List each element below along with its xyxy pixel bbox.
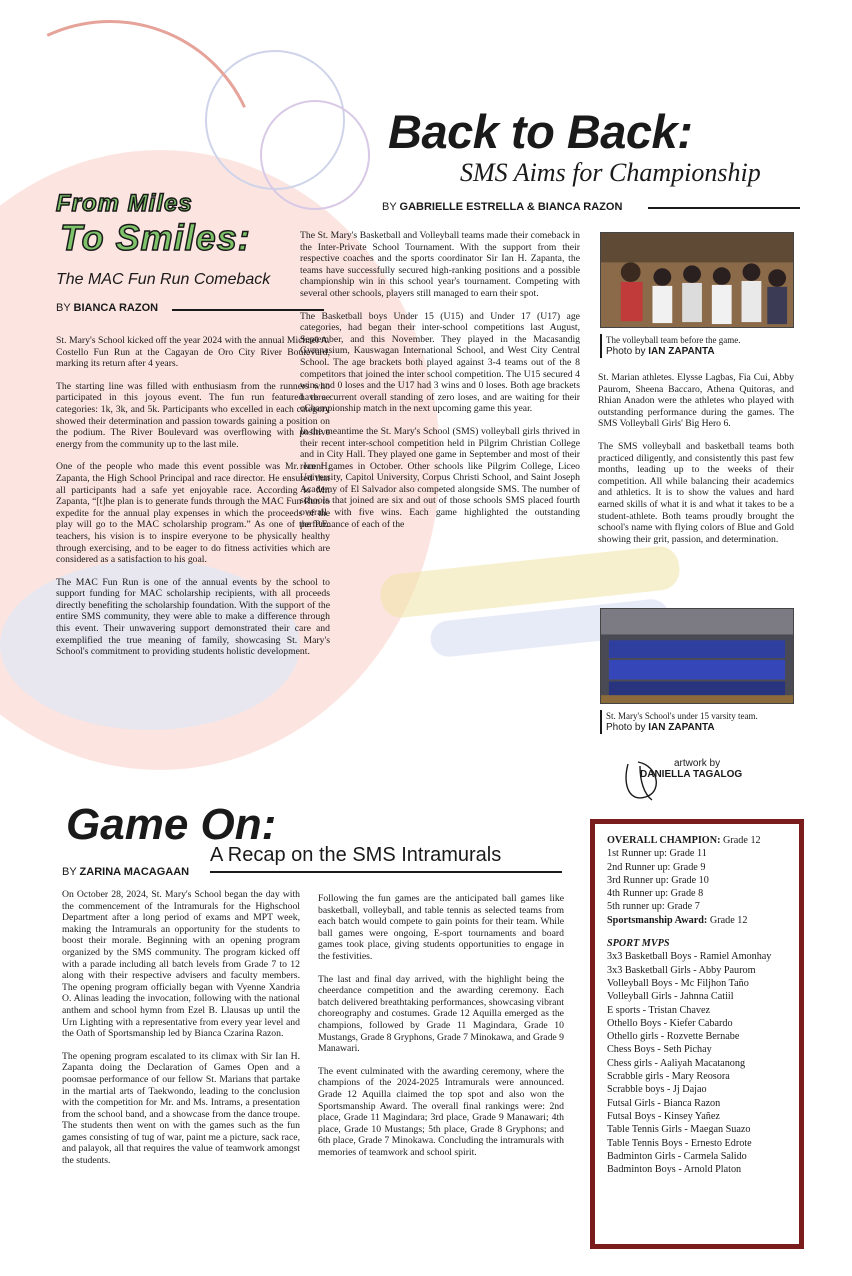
game-on-byline — [62, 866, 189, 878]
paragraph: St. Marian athletes. Elysse Lagbas, Fia Cui, Abby Paurom, Sheena Baccaro, Athena Quitoras, and Rhian Anadon were the athletes who played with outstanding performance during the games. The SMS Volleyball Girls' Big Hero 6. — [598, 372, 794, 430]
mvp-item: Chess Boys - Seth Pichay — [607, 1044, 712, 1056]
game-on-headline: Game On: — [66, 800, 277, 849]
signature-icon — [618, 756, 678, 806]
ranking-row — [607, 900, 787, 913]
paragraph: The opening program escalated to its climax with Sir Ian H. Zapanta doing the Declaration of Games Open and a poomsae performance of our fellow St. Marians that partake in the martial arts of Taekwondo, leading to the conclusion with the competition for Mr. and Ms. Intrams, a presentation from the school band, and a showcase from the dance troupe. The students then went on with the games such as the fun games consisting of tug of war, paint me a picture, sack race, and palayok, all that requires the value of teamwork amongst the students. — [62, 1050, 300, 1167]
game-on-subtitle: A Recap on the SMS Intramurals — [210, 844, 502, 866]
intramurals-results-box — [590, 819, 804, 1249]
fun-run-subtitle: The MAC Fun Run Comeback — [56, 271, 271, 288]
byline-prefix: BY — [56, 302, 71, 314]
ranking-row — [607, 834, 787, 847]
paragraph: The SMS volleyball and basketball teams both practiced diligently, and consistently this past few months, leading up to the weeks of their competition. All while balancing their academics and athletics. It is to show the values and hard earned skills of what it is and what it takes to be a student-athlete. Both teams proudly brought the school's name with flying colors of Blue and Gold showing their grit, passion, and determination. — [598, 440, 794, 545]
mvp-item: Volleyball Girls - Jahnna Catiil — [607, 991, 734, 1003]
byline-name: ZARINA MACAGAAN — [79, 866, 190, 878]
ranking-row — [607, 887, 787, 900]
ranking-label: 4th Runner up: — [607, 888, 669, 900]
ranking-row — [607, 874, 787, 887]
volleyball-team-photo — [600, 232, 794, 328]
mvp-item: Scrabble girls - Mary Reosora — [607, 1071, 730, 1083]
mvp-item: Othello girls - Rozvette Bernabe — [607, 1031, 740, 1043]
mvp-item: Futsal Girls - Bianca Razon — [607, 1097, 721, 1109]
paragraph: One of the people who made this event possible was Mr. Ian H. Zapanta, the High School Principal and race director. He ensured that all participants had a safe yet enjoyable race. According to Mr. Zapanta, “[t]he plan is to generate funds through the MAC Fun Run to expedite for the annual play expenses in which the proceeds of the play will go to the MAC scholarship program.” As one of the P.E. teachers, his vision is to inspire everyone to be physically healthy through exercising, and to be eager to do fitness activities which are considered as a satisfaction to his goal. — [56, 461, 330, 566]
ranking-value: Grade 12 — [709, 914, 748, 926]
fun-run-body — [56, 335, 330, 669]
mvp-item: Badminton Boys - Arnold Platon — [607, 1164, 742, 1176]
credit-name: IAN ZAPANTA — [648, 722, 715, 733]
paragraph: The last and final day arrived, with the highlight being the cheerdance competition and the awarding ceremony. Each batch delivered breathtaking performances, showcasing vibrant choreography and costumes. Grade 12 Aquilla emerged as the champions, followed by Grade 11 Magindara, Grade 10 Mustangs, Grade 8 Gryphons, Grade 7 Minokawa, and Grade 9 Manawari. — [318, 973, 564, 1055]
back-to-back-col1 — [300, 230, 580, 541]
mvp-item: Futsal Boys - Kinsey Yañez — [607, 1110, 720, 1122]
back-to-back-subtitle: SMS Aims for Championship — [460, 158, 761, 187]
photo-caption — [600, 334, 800, 358]
back-to-back-byline — [382, 201, 622, 213]
ranking-value: Grade 11 — [669, 848, 707, 860]
photo-credit — [606, 346, 800, 358]
credit-name: IAN ZAPANTA — [648, 346, 715, 357]
caption-text: St. Mary's School's under 15 varsity team. — [606, 711, 758, 721]
fun-run-byline — [56, 302, 158, 314]
paragraph: St. Mary's School kicked off the year 2024 with the annual Michael A. Costello Fun Run at the Cagayan de Oro City River Boulevard, marking its return after 4 years. — [56, 335, 330, 370]
byline-name: GABRIELLE ESTRELLA & BIANCA RAZON — [399, 201, 623, 213]
paragraph: The starting line was filled with enthusiasm from the runners who participated in this joyous event. The fun run featured three categories: 1k, 3k, and 5k. Participants who excelled in each category showed their determination and passion towards gaining a position on the podium. The River Boulevard was overflowing with positive energy from the community up to the last mile. — [56, 380, 330, 450]
credit-prefix: Photo by — [606, 722, 646, 733]
game-on-col1 — [62, 889, 300, 1178]
ranking-row — [607, 847, 787, 860]
byline-prefix: BY — [382, 201, 397, 213]
credit-prefix: Photo by — [606, 346, 646, 357]
paragraph: The St. Mary's Basketball and Volleyball teams made their comeback in the Inter-Private School Tournament. With the support from their respective coaches and the sports coordinator Sir Ian H. Zapanta, the teams have successfully secured high-ranking positions and a possible championship win in this school year's tournament. Competing with several other schools, players still managed to earn their spot. — [300, 230, 580, 299]
ranking-value: Grade 7 — [667, 901, 700, 913]
paragraph: The MAC Fun Run is one of the annual events by the school to support funding for MAC scholarship recipients, with all proceeds directly benefiting the scholarship foundation. With the support of the entire SMS community, they were able to make a difference through this event. Their unwavering support demonstrated their care and exemplified the true meaning of family, showcasing St. Mary's School's commitment to providing students holistic development. — [56, 576, 330, 658]
back-to-back-col2 — [598, 372, 794, 556]
fun-run-title-line2: To Smiles: — [60, 217, 251, 258]
photo-credit — [606, 722, 800, 734]
varsity-team-photo — [600, 608, 794, 704]
paragraph: The event culminated with the awarding ceremony, where the champions of the 2024-2025 Intramurals were announced. Grade 12 Aquilla claimed the top spot and also won the Sportsmanship Award. The overall final rankings were: 2nd place, Grade 11 Magindara; 3rd place, Grade 9 Manawari; 4th place, Grade 10 Mustangs; 5th place, Grade 8 Gryphons; and 6th place, Grade 7 Minokawa. Concluding the intramurals with memories of teamwork and school spirit. — [318, 1065, 564, 1158]
mvp-item: Table Tennis Boys - Ernesto Edrote — [607, 1137, 752, 1149]
ranking-row — [607, 861, 787, 874]
ranking-label: OVERALL CHAMPION: — [607, 835, 721, 846]
mvp-item: 3x3 Basketball Boys - Ramiel Amonhay — [607, 951, 772, 963]
byline-rule — [648, 207, 800, 209]
artwork-name: DANIELLA TAGALOG — [640, 769, 743, 780]
ranking-value: Grade 9 — [672, 861, 706, 873]
mvp-item: 3x3 Basketball Girls - Abby Paurom — [607, 964, 756, 976]
mvp-item: E sports - Tristan Chavez — [607, 1004, 711, 1016]
mvp-item: Table Tennis Girls - Maegan Suazo — [607, 1124, 751, 1136]
caption-text: The volleyball team before the game. — [606, 335, 741, 345]
ranking-row — [607, 914, 787, 927]
ranking-label: 3rd Runner up: — [607, 874, 669, 886]
paragraph: In the meantime the St. Mary's School (SMS) volleyball girls thrived in their recent inter-school competition held in Pilgrim Christian College and in City Hall. They played one game in September and most of their recent games in October. Other schools like Pilgrim College, Liceo University, Capitol University, Corpus Christi School, and Saint Joseph Academy of El Salvador also competed alongside SMS. The number of schools that joined are six and out of those schools SMS placed fourth overall with five wins. Each game highlighted the outstanding performance of each of the — [300, 425, 580, 530]
mvp-item: Othello Boys - Kiefer Cabardo — [607, 1017, 733, 1029]
ranking-value: Grade 10 — [671, 874, 709, 886]
ranking-label: 1st Runner up: — [607, 848, 667, 860]
back-to-back-headline: Back to Back: — [388, 105, 693, 158]
ranking-value: Grade 12 — [723, 835, 761, 846]
mvp-list — [607, 950, 787, 1176]
mvp-item: Scrabble boys - Jj Dajao — [607, 1084, 707, 1096]
fun-run-title-line1: From Miles — [56, 190, 193, 217]
byline-name: BIANCA RAZON — [73, 302, 159, 314]
results-panel — [594, 823, 800, 1245]
photo-caption — [600, 710, 800, 734]
ranking-label: 5th runner up: — [607, 901, 665, 913]
byline-rule — [210, 871, 562, 873]
game-on-col2 — [318, 893, 564, 1169]
paragraph: Following the fun games are the anticipated ball games like basketball, volleyball, and table tennis as selected teams from each batch would compete to gain points for their team. While ball games were ongoing, E-sport tournaments and board games took place, giving students opportunities to engage in the festivities. — [318, 893, 564, 962]
mvp-item: Chess girls - Aaliyah Macatanong — [607, 1057, 746, 1069]
byline-prefix: BY — [62, 866, 77, 878]
ranking-label: Sportsmanship Award: — [607, 914, 708, 926]
paragraph: On October 28, 2024, St. Mary's School began the day with the commencement of the Intramurals for the Highschool Department after a long period of exams and MPT week, making the Intramurals an opportunity for the students to boost their morale. Beginning with an opening program organized by the SMS community. The program kicked off with a parade including all batch levels from Grade 7 to 12 along with their respective advisers and faculty members. The opening program officially began with Vyenne Xandria O. Alinas leading the invocation, following with the national anthem and school hymn from Ezel B. Llausas up until the Urn Lighting with a representative from every year level and the Oath of Sportsmanship led by Bianca Czarina Razon. — [62, 889, 300, 1040]
artwork-label: artwork by — [674, 758, 721, 769]
mvp-heading: SPORT MVPS — [607, 938, 670, 950]
ranking-value: Grade 8 — [670, 888, 704, 900]
ranking-label: 2nd Runner up: — [607, 861, 671, 873]
mvp-item: Badminton Girls - Carmela Salido — [607, 1150, 747, 1162]
mvp-item: Volleyball Boys - Mc Filjhon Taño — [607, 977, 749, 989]
paragraph: The Basketball boys Under 15 (U15) and Under 17 (U17) age categories, had began their inter-school competitions last August, September, and this November. They played in the Macasandig Gymnasium, Kauswagan International School, and West City Central School. The age brackets both played against 3-4 teams out of the 8 competitors that joined the inter school competition. The U15 secured 4 wins and 0 loses and the U17 had 3 wins and 0 loses. Both age brackets have a current overall standing of zero loses, and are waiting for their cChampionship match in the next upcoming game this year. — [300, 310, 580, 415]
